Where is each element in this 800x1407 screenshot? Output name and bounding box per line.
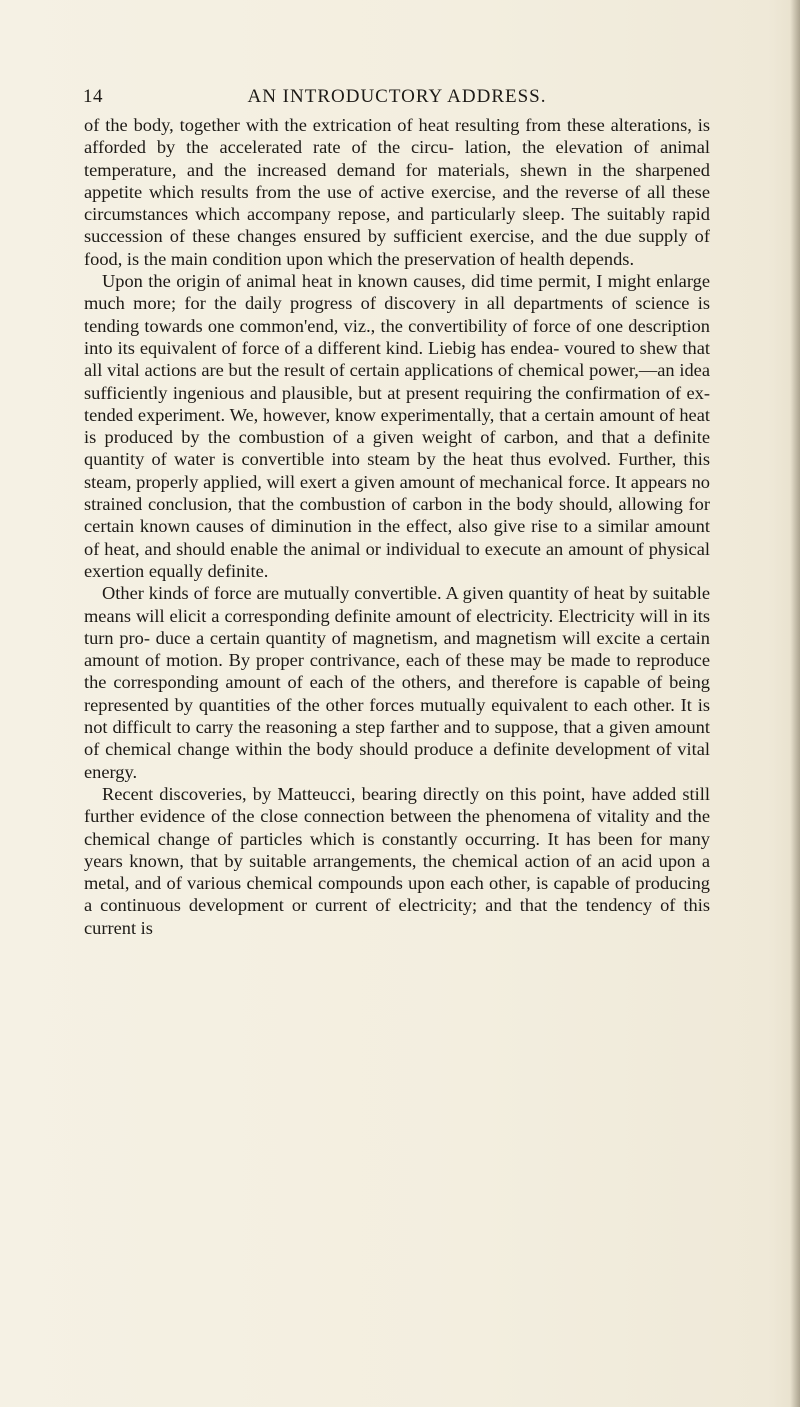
page-header — [83, 86, 711, 110]
paragraph-3: Other kinds of force are mutually convertible. A given quantity of heat by suitable means will elicit a corresponding definite amount of electricity. Electricity will in its turn pro- duce a certain quantity of magnetism, and magnetism will excite a certain amount of motion. By proper contrivance, each of these may be made to reproduce the corresponding amount of each of the others, and therefore is capable of being represented by quantities of the other forces mutually equivalent to each other. It is not difficult to carry the reasoning a step farther and to suppose, that a given amount of chemical change within the body should produce a definite development of vital energy. — [84, 583, 710, 782]
page-number: 14 — [83, 86, 103, 107]
body-text — [84, 114, 710, 939]
page-edge-shadow — [790, 0, 800, 1407]
paragraph-2: Upon the origin of animal heat in known causes, did time permit, I might enlarge much more; for the daily progress of discovery in all departments of science is tending towards one common'end, viz., the convertibility of force of one description into its equivalent of force of a different kind. Liebig has endea- voured to shew that all vital actions are but the result of certain applications of chemical power,—an idea sufficiently ingenious and plausible, but at present requiring the confirmation of ex- tended experiment. We, however, know experimentally, that a certain amount of heat is produced by the combustion of a given weight of carbon, and that a definite quantity of water is convertible into steam by the heat thus evolved. Further, this steam, properly applied, will exert a given amount of mechanical force. It appears no strained conclusion, that the combustion of carbon in the body should, allowing for certain known causes of diminution in the effect, also give rise to a similar amount of heat, and should enable the animal or individual to execute an amount of physical exertion equally definite. — [84, 271, 710, 581]
paragraph-1: of the body, together with the extrication of heat resulting from these alterations, is afforded by the accelerated rate of the circu- lation, the elevation of animal temperature, and the increased demand for materials, shewn in the sharpened appetite which results from the use of active exercise, and the reverse of all these circumstances which accompany repose, and particularly sleep. The suitably rapid succession of these changes ensured by sufficient exercise, and the due supply of food, is the main condition upon which the preservation of health depends. — [84, 115, 710, 269]
running-head: AN INTRODUCTORY ADDRESS. — [247, 86, 547, 107]
paragraph-4: Recent discoveries, by Matteucci, bearing directly on this point, have added still further evidence of the close connection between the phenomena of vitality and the chemical change of particles which is constantly occurring. It has been for many years known, that by suitable arrangements, the chemical action of an acid upon a metal, and of various chemical compounds upon each other, is capable of producing a continuous development or current of electricity; and that the tendency of this current is — [84, 783, 710, 938]
